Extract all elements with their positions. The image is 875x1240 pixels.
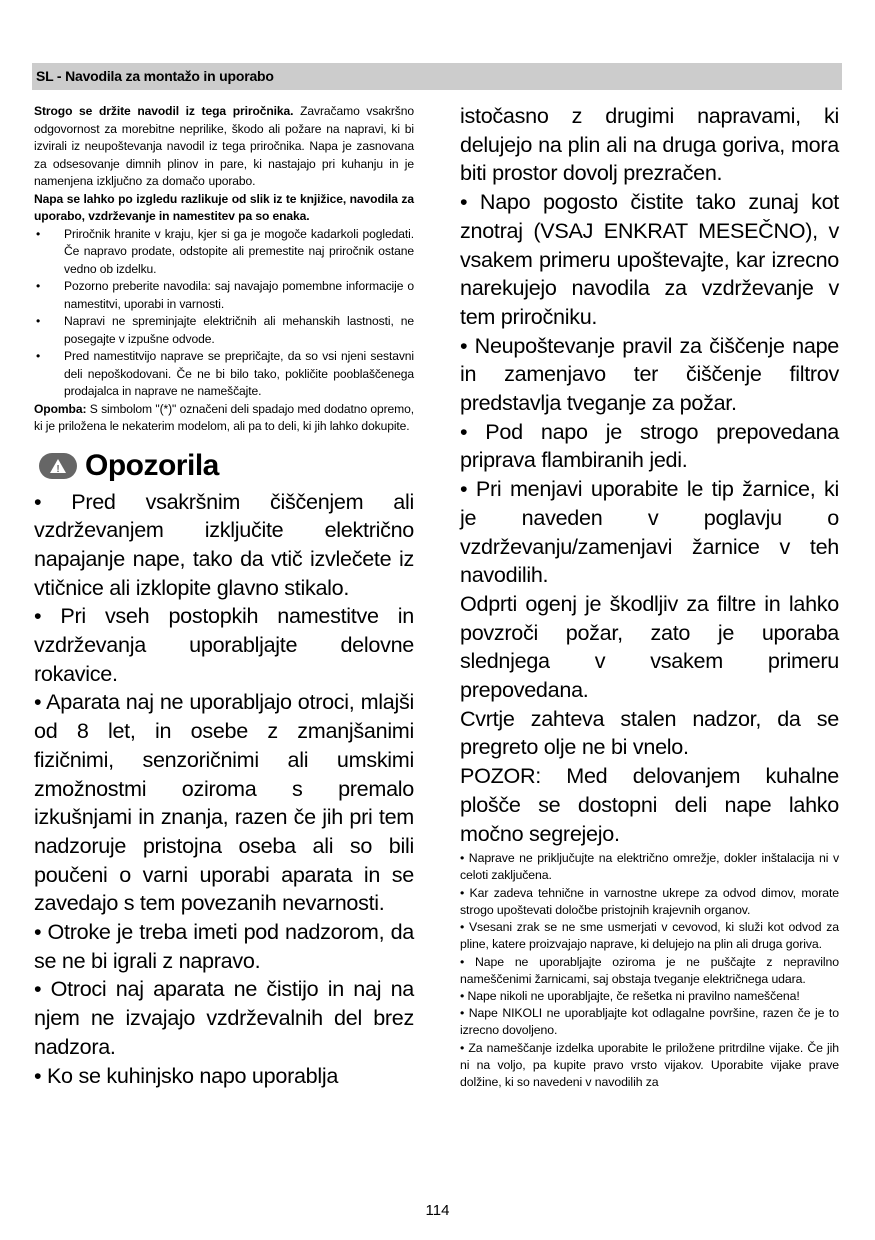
right-column xyxy=(460,102,839,1091)
safety-paragraph: • Pod napo je strogo prepovedana priprava flambiranih jedi. xyxy=(460,418,839,473)
note-text: S simbolom "(*)" označeni deli spadajo med dodatno opremo, ki je priložena le nekaterim modelom, ali pa to deli, ki jih lahko dokupite. xyxy=(34,401,414,433)
safety-paragraph: • Neupoštevanje pravil za čiščenje nape in zamenjavo ter čiščenje filtrov predstavlja tveganje za požar. xyxy=(460,332,839,416)
installation-note: • Kar zadeva tehnične in varnostne ukrepe za odvod dimov, morate strogo upoštevati določbe pristojnih krajevnih organov. xyxy=(460,885,839,917)
intro-bold: Strogo se držite navodil iz tega priročnika. xyxy=(34,104,294,118)
safety-paragraph: • Pri menjavi uporabite le tip žarnice, ki je naveden v poglavju o vzdrževanju/zamenjavi žarnice v teh navodilih. xyxy=(460,476,839,588)
left-column xyxy=(34,103,414,1090)
safety-paragraph: Cvrtje zahteva stalen nadzor, da se pregreto olje ne bi vnelo. xyxy=(460,705,839,760)
warning-triangle-svg xyxy=(49,458,67,474)
intro-paragraph xyxy=(34,103,414,191)
note-paragraph xyxy=(34,401,414,436)
warnings-heading xyxy=(34,444,414,488)
list-item-text: Pred namestitvijo naprave se prepričajte, da so vsi njeni sestavni deli nepoškodovani. Če ne bi bilo tako, pokličite pooblaščenega prodajalca in naprave ne nameščajte. xyxy=(64,349,414,398)
list-item xyxy=(34,348,414,401)
section-header-bar xyxy=(32,63,842,90)
safety-paragraph: • Napo pogosto čistite tako zunaj kot znotraj (VSAJ ENKRAT MESEČNO), v vsakem primeru upoštevajte, kar izrecno narekujejo navodila za vzdrževanje v tem priročniku. xyxy=(460,189,839,329)
instruction-list xyxy=(34,226,414,401)
bullet-symbol: • xyxy=(36,349,41,363)
bullet-symbol: • xyxy=(36,279,41,293)
warning-paragraph: • Aparata naj ne uporabljajo otroci, mlajši od 8 let, in osebe z zmanjšanimi fizičnimi, senzoričnimi ali umskimi zmožnostmi oziroma s premalo izkušnjami in znanja, razen če jih pri tem nadzoruje pristojna oseba ali so bili poučeni o varni uporabi aparata in se zavedajo s tem povezanih nevarnosti. xyxy=(34,689,414,916)
safety-paragraph: POZOR: Med delovanjem kuhalne plošče se dostopni deli nape lahko močno segrejejo. xyxy=(460,763,839,846)
list-item-text: Napravi ne spreminjajte električnih ali mehanskih lastnosti, ne posegajte v izpušne odvode. xyxy=(64,314,414,346)
bullet-symbol: • xyxy=(36,314,41,328)
installation-note: • Vsesani zrak se ne sme usmerjati v cevovod, ki služi kot odvod za pline, katere proizvajajo naprave, ki delujejo na plin ali druga goriva. xyxy=(460,920,839,952)
list-item-text: Pozorno preberite navodila: saj navajajo pomembne informacije o namestitvi, uporabi in varnosti. xyxy=(64,279,414,311)
intro-text: Zavračamo vsakršno odgovornost za morebitne neprilike, škodo ali požare na napravi, ki bi izvirali iz neupoštevanja navodil iz tega priročnika. Napa je zasnovana za odsesovanje dimnih plinov in pare, ki nastajajo pri kuhanju in je namenjena izključno za domačo uporabo. xyxy=(34,104,414,188)
installation-note: • Nape nikoli ne uporabljajte, če rešetka ni pravilno nameščena! xyxy=(460,988,800,1003)
warning-paragraph: • Ko se kuhinjsko napo uporablja xyxy=(34,1062,339,1088)
section-title: SL - Navodila za montažo in uporabo xyxy=(36,68,274,84)
safety-paragraph: Odprti ogenj je škodljiv za filtre in lahko povzroči požar, zato je uporaba slednjega v vsakem primeru prepovedana. xyxy=(460,590,839,703)
list-item xyxy=(34,313,414,348)
page-number: 114 xyxy=(425,1202,450,1219)
warning-paragraph: • Pred vsakršnim čiščenjem ali vzdrževanjem izključite električno napajanje nape, tako da vtič izvlečete iz vtičnice ali izklopite glavno stikalo. xyxy=(34,488,414,600)
safety-paragraph: istočasno z drugimi napravami, ki delujejo na plin ali na druga goriva, mora biti prostor dovolj prezračen. xyxy=(460,103,839,186)
warning-triangle-icon xyxy=(39,453,77,479)
installation-note: • Naprave ne priključujte na električno omrežje, dokler inštalacija ni v celoti zaključena. xyxy=(460,851,839,883)
notice-bold: Napa se lahko po izgledu razlikuje od slik iz te knjižice, navodila za uporabo, vzdrževanje in namestitev pa so enaka. xyxy=(34,191,414,223)
warning-exclamation: ! xyxy=(56,463,60,474)
warning-paragraph: • Pri vseh postopkih namestitve in vzdrževanja uporabljajte delovne rokavice. xyxy=(34,603,414,686)
list-item-text: Priročnik hranite v kraju, kjer si ga je mogoče kadarkoli pogledati. Če napravo prodate, odstopite ali premestite naj priročnik ostane vedno ob izdelku. xyxy=(64,226,414,276)
note-label: Opomba: xyxy=(34,401,87,416)
installation-note: • Nape NIKOLI ne uporabljajte kot odlagalne površine, razen če je to izrecno dovoljeno. xyxy=(460,1006,839,1038)
installation-note: • Nape ne uporabljajte oziroma je ne puščajte z nepravilno nameščenimi žarnicami, saj obstaja tveganje električnega udara. xyxy=(460,954,839,986)
warning-paragraph: • Otroci naj aparata ne čistijo in naj na njem ne izvajajo vzdrževalnih del brez nadzora. xyxy=(34,976,414,1059)
list-item xyxy=(34,278,414,313)
list-item xyxy=(34,226,414,279)
warnings-title: Opozorila xyxy=(85,448,219,482)
installation-note: • Za nameščanje izdelka uporabite le priložene pritrdilne vijake. Če jih ni na voljo, pa kupite pravo vrsto vijakov. Uporabite vijake prave dolžine, ki so navedeni v navodilih za xyxy=(460,1040,839,1089)
notice-paragraph xyxy=(34,191,414,226)
warning-paragraph: • Otroke je treba imeti pod nadzorom, da se ne bi igrali z napravo. xyxy=(34,919,414,973)
bullet-symbol: • xyxy=(36,226,41,241)
